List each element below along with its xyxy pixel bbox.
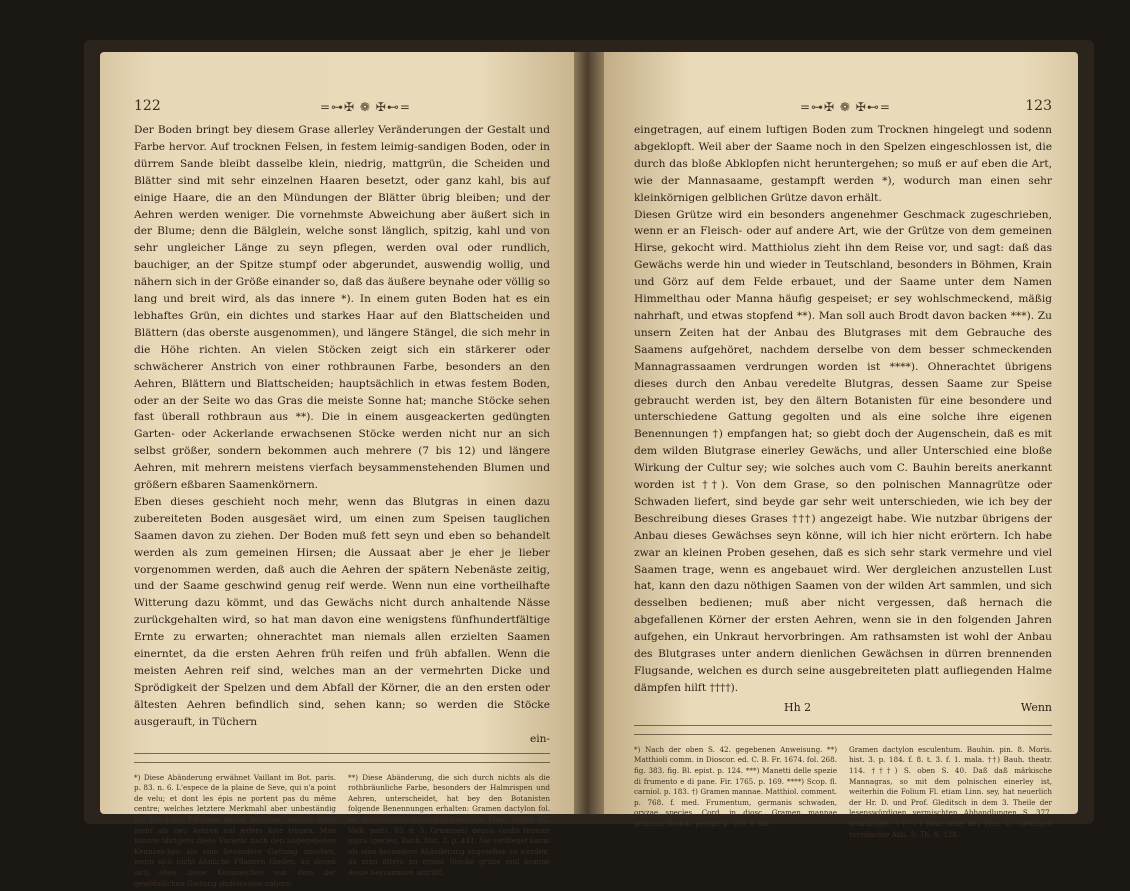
left-page [100, 52, 574, 888]
left-catchword: ein- [529, 732, 550, 745]
footnote-divider [134, 753, 550, 763]
left-paragraph: Eben dieses geschieht noch mehr, wenn das Blutgras in einen dazu zubereiteten Boden ausgesäet wird, um einen zum Speisen tauglichen Saamen davon zu ziehen. Der Boden muß fett seyn und eben so behandelt werden als zum gemeinen Hirsen; die Aussaat aber je eher je lieber vorgenommen werden, daß auch die Aehren der spätern Nebenäste zeitig, und der Saame geschwind genug reif werde. Wenn nun eine vortheilhafte Witterung dazu kömmt, und das Gewächs nicht durch anhaltende Nässe zurückgehalten wird, so hat man davon eine wenigstens fünfhundertfältige Ernte zu erwarten; ohnerachtet man niemals allen erzielten Saamen einerntet, da die ersten Aehren früh reifen und früh abfallen. Wenn die meisten Aehren reif sind, welches man an der vermehrten Dicke und Sprödigkeit der Spelzen und dem Abfall der Körner, die an den ersten oder ältesten Aehren befindlich sind, sehen kann; so werden die Stöcke ausgerauft, in Tüchern [134, 495, 550, 728]
footnote-divider [634, 725, 1052, 735]
left-footnotes [134, 773, 550, 891]
right-page [604, 52, 1078, 839]
left-page-body [134, 122, 550, 731]
right-catchword: Wenn [1020, 700, 1052, 714]
signature-line [634, 701, 1052, 717]
footnote-column [348, 773, 550, 891]
left-page-header [134, 98, 550, 122]
right-page-header [634, 98, 1052, 122]
book-gutter [574, 52, 604, 814]
right-paragraph: Diesen Grütze wird ein besonders angenehmer Geschmack zugeschrieben, wenn er an Fleisch- oder auf andere Art, wie der Grütze von dem gemeinen Hirse, gekocht wird. Matthiolus zieht ihn dem Reise vor, und sagt: daß das Gewächs werde hin und wieder in Teutschland, besonders in Böhmen, Krain und Görz auf dem Felde erbauet, und der Saame unter dem Namen Himmelthau oder Manna häufig gespeiset; er sey wohlschmeckend, mäßig nahrhaft, und etwas stopfend **). Man soll auch Brodt davon backen ***). Zu unsern Zeiten hat der Anbau des Blutgrases mit dem Gebrauche des Saamens aufgehöret, nachdem derselbe von dem besser schmeckenden Mannagrassaamen verdrungen worden ist ****). Ohnerachtet übrigens dieses durch den Anbau veredelte Blutgras, dessen Saame zur Speise gebraucht werden ist, bey den ältern Botanisten für eine besondere und unterschiedene Gattung gegolten und als eine solche ihre eigenen Benennungen †) empfangen hat; so giebt doch der Augenschein, daß es mit dem wilden Blutgrase einerley Gewächs, und aller Unterschied eine bloße Wirkung der Cultur sey; wie solches auch vom C. Bauhin bereits anerkannt worden ist ††). Von dem Grase, so den polnischen Mannagrütze oder Schwaden liefert, sind beyde gar sehr weit unterschieden, wie ich bey der Beschreibung dieses Grases †††) angezeigt habe. Wie nutzbar übrigens der Anbau dieses Gewächses seyn könne, will ich hier nicht erörtern. Ich habe zwar an kleinen Proben gesehen, daß es sich sehr stark vermehre und viel Saamen trage, wenn es angebauet wird. Wer dergleichen anzustellen Lust hat, kann den dazu nöthigen Saamen von der wilden Art sammlen, und sich desselben bedienen; muß aber nicht vergessen, daß hernach die abgefallenen Körner der ersten Aehren, wenn sie in den folgenden Jahren aufgehen, ein Unkraut hervorbringen. Am rathsamsten ist wohl der Anbau des Blutgrases unter andern dienlichen Gewächsen in dürren brennenden Flugsande, welchen es durch seine ausgebreiteten platt aufliegenden Halme dämpfen hilft ††††). [634, 208, 1052, 694]
left-page-number: 122 [134, 98, 161, 114]
footnote: *) Diese Abänderung erwähnet Vaillant im Bot. paris. p. 83. n. 6. L'espece de la plaine de Seve, qui n'a point de velu; et dont les épis ne portent pas du même centre; welches letztere Merkmahl aber unbeständig ist. Ich habe Pflanzen davon gesehen, welche nicht mehr als zwo Aehren auf jedem Aste trugen. Man könnte übrigens diese Varietät nach den angegebenen Kennzeichen als eine besondere Gattung ansehen, wenn sich nicht ähnliche Pflanzen fänden, an denen sich eben diese Kennzeichen von dem der gewöhnlichen Gattung stufenweise nähern. [134, 772, 336, 888]
right-paragraph: eingetragen, auf einem luftigen Boden zum Trocknen hingelegt und sodenn abgeklopft. Weil aber der Saame noch in den Spelzen eingeschlossen ist, die durch das bloße Abklopfen nicht heruntergehen; so muß er auf eben die Art, wie der Mannasaame, gestampft werden *), wodurch man einen sehr kleinkörnigen gelblichen Grütze davon erhält. [634, 124, 1052, 204]
open-book-spread [84, 40, 1094, 888]
footnote-column [634, 745, 837, 842]
footnote: **) Diese Abänderung, die sich durch nichts als die rothbräunliche Farbe, besonders der Halmrispen und Aehren, unterscheidet, hat bey den Botanisten folgende Benennungen erhalten: Gramen dactylon fol. lat. procumbens spicis nigricantibus. Ment. pugill. 82. Vaill. paris. 83. n. 5. Gramineis densis caulis tenuior nigra species. Bauh. hist. 2. p. 441. Sie verdienet kaum als eine besondere Abänderung angesehen zu werden, da man öfters an einem Stocke grüne und braune Aeste beysammen antrifft. [348, 772, 550, 877]
signature-mark: Hh 2 [784, 700, 812, 714]
right-header-ornament: =⊶✠ ❁ ✠⊷= [800, 100, 891, 114]
footnote: Gramen dactylon esculentum. Bauhin. pin. 8. Moris. hist. 3. p. 184. f. 8. t. 3. f. 1. mala. ††) Bauh. theatr. 114. †††) S. oben S. 40. Daß daß märkische Mannagras, so mit dem polnischen einerley ist, weiterhin die Folium Fl. etiam Linn. sey, hat neuerlich der Hr. D. und Prof. Gleditsch in dem 3. Theile der lesenswürdigen vermischten Abhandlungen S. 377. bekräftiget. ††††) Man sehe des Hrn. D. Gleditsch vermischte Abh. 3. Th. S. 128. [849, 744, 1052, 839]
left-paragraph: Der Boden bringt bey diesem Grase allerley Veränderungen der Gestalt und Farbe hervor. Auf trocknen Felsen, in festem leimig-sandigen Boden, oder in dürrem Sande bleibt dasselbe klein, niedrig, mattgrün, die Scheiden und Blätter sind mit sehr einzelnen Haaren besetzt, oder ganz kahl, bis auf einige Haare, die an den Mündungen der Blätter übrig bleiben; und der Aehren werden weniger. Die vornehmste Abweichung aber äußert sich in der Blume; denn die Bälglein, welche sonst länglich, spitzig, kahl und von sehr ungleicher Länge zu seyn pflegen, werden oval oder rundlich, bauchiger, an der Spitze stumpf oder abgerundet, auswendig wollig, und nähern sich in der Größe einander so, daß das äußere beynahe oder völlig so lang und breit wird, als das innere *). In einem guten Boden hat es ein lebhaftes Grün, ein dichtes und starkes Haar auf den Blattscheiden und Blättern (das oberste ausgenommen), und längere Stängel, die sich mehr in die Höhe richten. An vielen Stöcken zeigt sich ein stärkerer oder schwächerer Anstrich von einer rothbraunen Farbe, besonders an den Aehren, Blättern und Blattscheiden; hauptsächlich in etwas festem Boden, oder an der Seite wo das Gras die meiste Sonne hat; manche Stöcke sehen fast überall rothbraun aus **). Die in einem ausgeackerten gedüngten Garten- oder Ackerlande erwachsenen Stöcke werden nicht nur an sich selbst größer, sondern bekommen auch mehrere (7 bis 12) und längere Aehren, mit mehrern meistens vierfach beysammenstehenden Blumen und größern eßbaren Saamenkörnern. [134, 124, 550, 492]
footnote: *) Nach der oben S. 42. gegebenen Anweisung. **) Matthioli comm. in Dioscor. ed. C. B. Fr. 1674. fol. 268. fig. 383. fig. Bl. epist. p. 124. ***) Manetti delle spezie di frumento e di pane. Fir. 1765. p. 169. ****) Scop. fl. carniol. p. 183. †) Gramen mannae. Matthiol. comment. p. 768. f. med. Frumentum, germanis schwaden, oryzae species. Cord. in diosc. Gramen mannae primum. Dodon. pempt. p. 559. f. sin. [634, 744, 837, 828]
right-footnotes [634, 745, 1052, 842]
left-header-ornament: =⊶✠ ❁ ✠⊷= [320, 100, 411, 114]
right-page-body [634, 122, 1052, 697]
right-page-number: 123 [1025, 98, 1052, 114]
footnote-column [134, 773, 336, 891]
footnote-column [849, 745, 1052, 842]
